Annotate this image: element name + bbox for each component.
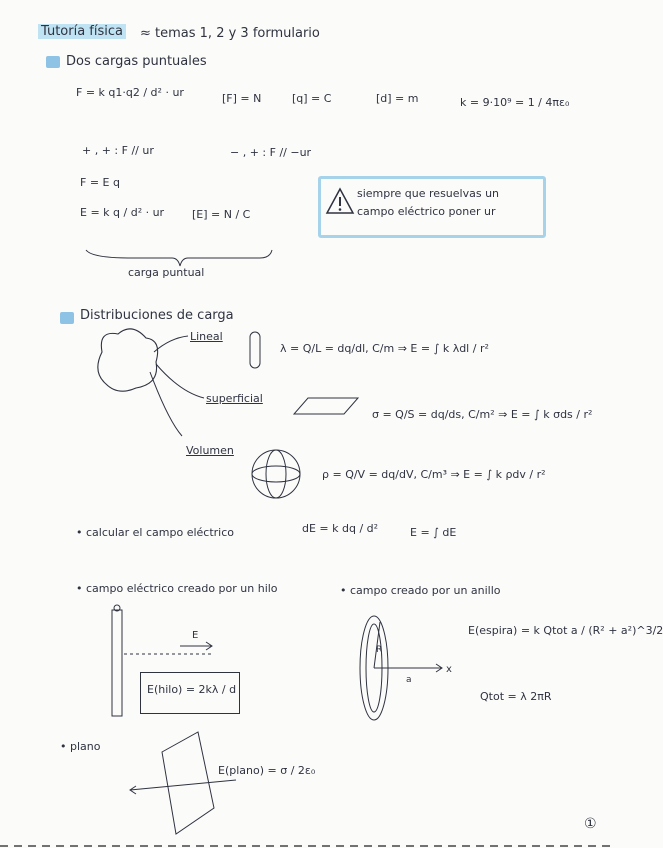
header-title: ≈ temas 1, 2 y 3 formulario — [140, 26, 320, 41]
note-line-2: campo eléctrico poner ur — [357, 205, 496, 218]
force-field-eq: F = E q — [80, 176, 120, 189]
section-title-distribuciones: Distribuciones de carga — [80, 308, 234, 323]
lineal-formula: λ = Q/L = dq/dl, C/m ⇒ E = ∫ k λdl / r² — [280, 342, 489, 355]
anillo-q-formula: Qtot = λ 2πR — [480, 690, 552, 703]
calcular-formula-1: dE = k dq / d² — [302, 522, 379, 535]
header-badge: Tutoría física — [38, 24, 126, 39]
bullet-calcular: • calcular el campo eléctrico — [76, 526, 235, 539]
coulomb-formula: F = k q1·q2 / d² · ur — [76, 86, 184, 99]
volumen-formula: ρ = Q/V = dq/dV, C/m³ ⇒ E = ∫ k ρdv / r² — [322, 468, 546, 481]
svg-text:a: a — [406, 675, 412, 685]
bullet-anillo: • campo creado por un anillo — [340, 584, 501, 597]
units-field: [E] = N / C — [192, 208, 251, 221]
k-constant: k = 9·10⁹ = 1 / 4πε₀ — [460, 96, 570, 109]
superficial-label: superficial — [206, 392, 263, 405]
svg-text:E: E — [192, 630, 199, 641]
svg-text:x: x — [446, 664, 452, 675]
units-distance: [d] = m — [376, 92, 419, 105]
carga-puntual-label: carga puntual — [128, 266, 205, 279]
page-number: ① — [584, 816, 597, 832]
superficial-formula: σ = Q/S = dq/ds, C/m² ⇒ E = ∫ k σds / r² — [372, 408, 593, 421]
anillo-formula: E(espira) = k Qtot a / (R² + a²)^3/2 — [468, 624, 663, 637]
same-sign-rule: + , + : F // ur — [82, 144, 154, 157]
note-line-1: siempre que resuelvas un — [357, 187, 500, 200]
volumen-label: Volumen — [186, 444, 234, 457]
svg-text:R: R — [376, 645, 383, 655]
units-force: [F] = N — [222, 92, 262, 105]
units-charge: [q] = C — [292, 92, 332, 105]
opp-sign-rule: − , + : F // −ur — [230, 146, 312, 159]
section-title-cargas: Dos cargas puntuales — [66, 54, 207, 69]
lineal-label: Lineal — [190, 330, 223, 343]
hilo-formula: E(hilo) = 2kλ / d — [147, 683, 237, 696]
bullet-plano: • plano — [60, 740, 101, 753]
field-eq: E = k q / d² · ur — [80, 206, 165, 219]
plano-formula: E(plano) = σ / 2ε₀ — [218, 764, 316, 777]
calcular-formula-2: E = ∫ dE — [410, 526, 457, 539]
bullet-hilo: • campo eléctrico creado por un hilo — [76, 582, 278, 595]
